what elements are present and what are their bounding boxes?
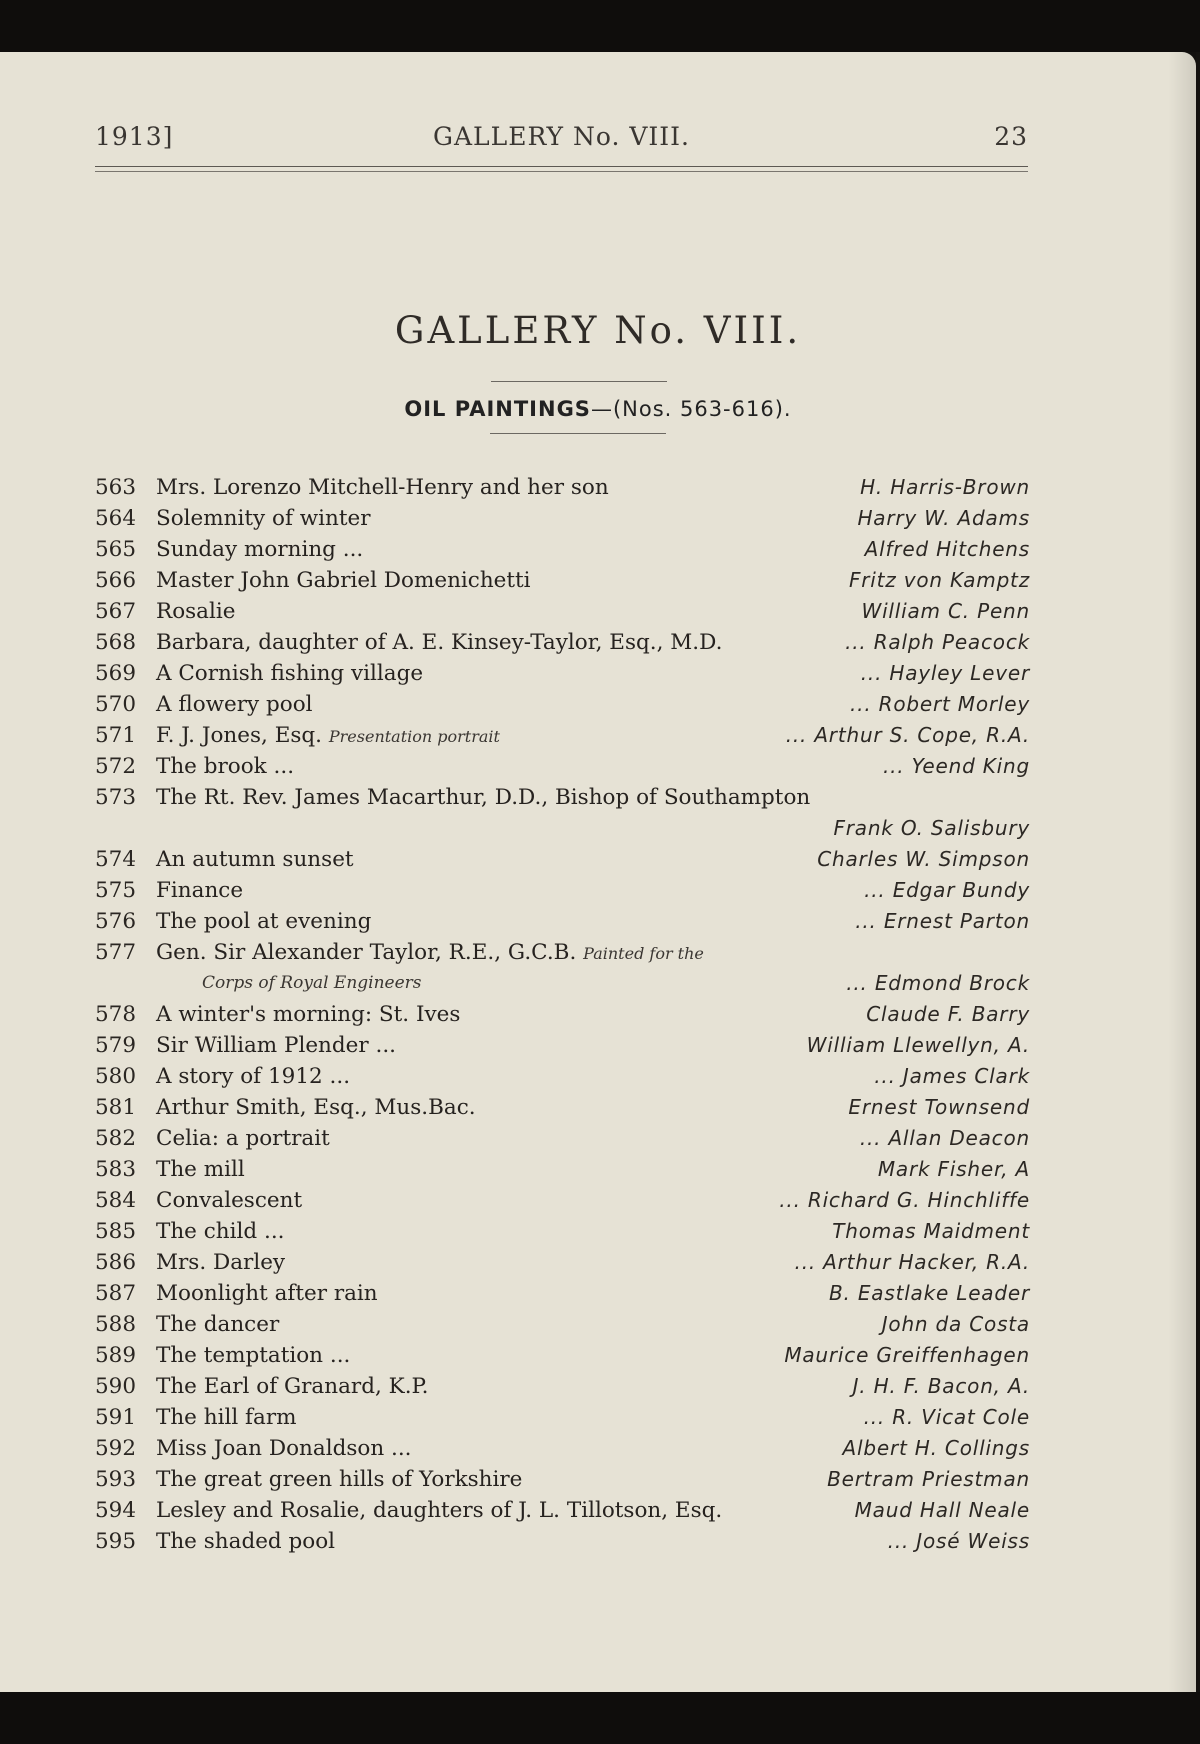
entry-artist: Thomas Maidment (832, 1219, 1030, 1243)
entry-note: Presentation portrait (328, 727, 500, 746)
catalogue-entry (0, 751, 1196, 782)
entry-number: 588 (95, 1312, 137, 1337)
entry-artist: Maud Hall Neale (854, 1498, 1030, 1522)
entry-number: 571 (95, 723, 137, 748)
entry-title (156, 1309, 279, 1340)
entry-number: 593 (95, 1467, 137, 1492)
entry-title (156, 782, 810, 813)
catalogue-entry (0, 782, 1196, 813)
entry-artist: William C. Penn (861, 599, 1030, 623)
running-head-year: 1913] (95, 122, 174, 151)
entry-number: 569 (95, 661, 137, 686)
catalogue-entry (0, 472, 1196, 503)
entry-title-text: Mrs. Darley (156, 1250, 286, 1275)
entry-number: 573 (95, 785, 137, 810)
entry-title-text: Celia: a portrait (156, 1126, 330, 1151)
entry-title-text: The Rt. Rev. James Macarthur, D.D., Bishop of Southampton (156, 785, 811, 810)
entry-title-text: The great green hills of Yorkshire (156, 1467, 523, 1492)
entry-artist: ... James Clark (874, 1064, 1030, 1088)
entry-title-text: A story of 1912 ... (156, 1064, 351, 1089)
entry-number: 595 (95, 1529, 137, 1554)
entry-title-text: Lesley and Rosalie, daughters of J. L. Tillotson, Esq. (156, 1498, 723, 1523)
section-heading-range: —(Nos. 563-616). (590, 397, 792, 421)
entry-artist: John da Costa (881, 1312, 1030, 1336)
entry-title (156, 1030, 396, 1061)
catalogue-entry (0, 627, 1196, 658)
entry-title-text: Finance (156, 878, 244, 903)
catalogue-entry (0, 1464, 1196, 1495)
catalogue-entry (0, 1495, 1196, 1526)
entry-title (156, 844, 354, 875)
entry-title (156, 1371, 428, 1402)
entry-title-text: Arthur Smith, Esq., Mus.Bac. (156, 1095, 476, 1120)
entry-title-text: The pool at evening (156, 909, 372, 934)
entry-title-text: Barbara, daughter of A. E. Kinsey-Taylor, Esq., M.D. (156, 630, 723, 655)
entry-title (156, 689, 313, 720)
entry-title (156, 1495, 722, 1526)
entry-artist: ... Arthur Hacker, R.A. (794, 1250, 1030, 1274)
entry-artist: Mark Fisher, A (877, 1157, 1030, 1181)
catalogue-entry (0, 844, 1196, 875)
entry-artist: ... R. Vicat Cole (863, 1405, 1030, 1429)
entry-number: 568 (95, 630, 137, 655)
entry-title-text: Sir William Plender ... (156, 1033, 396, 1058)
entry-title-text: The mill (156, 1157, 245, 1182)
entry-number: 564 (95, 506, 137, 531)
entry-title (156, 472, 609, 503)
entry-title (156, 1402, 297, 1433)
catalogue-entry (0, 1309, 1196, 1340)
entry-title (156, 751, 294, 782)
entry-number: 575 (95, 878, 137, 903)
entry-title (156, 937, 704, 969)
entry-number: 567 (95, 599, 137, 624)
entry-number: 577 (95, 940, 137, 965)
entry-title-text: A flowery pool (156, 692, 313, 717)
entry-title (156, 1526, 335, 1557)
entry-artist: ... Ernest Parton (855, 909, 1030, 933)
entry-title (156, 1123, 330, 1154)
entry-artist: Ernest Townsend (848, 1095, 1030, 1119)
book-edge-top (0, 0, 1200, 52)
entry-title-text: A Cornish fishing village (156, 661, 424, 686)
entry-title-text: F. J. Jones, Esq. (156, 723, 323, 748)
entry-artist: ... Arthur S. Cope, R.A. (785, 723, 1030, 747)
catalogue-entry (0, 906, 1196, 937)
catalogue-entry (0, 1123, 1196, 1154)
entry-artist: ... José Weiss (887, 1529, 1030, 1553)
entry-artist: Albert H. Collings (842, 1436, 1030, 1460)
entry-artist: J. H. F. Bacon, A. (852, 1374, 1030, 1398)
catalogue-entry (0, 1030, 1196, 1061)
catalogue-entry (0, 1061, 1196, 1092)
catalogue-entry (0, 503, 1196, 534)
entry-number: 570 (95, 692, 137, 717)
entry-artist: Frank O. Salisbury (833, 816, 1030, 840)
entry-number: 565 (95, 537, 137, 562)
entry-title-text: A winter's morning: St. Ives (156, 1002, 461, 1027)
entry-number: 589 (95, 1343, 137, 1368)
catalogue-entry (0, 1433, 1196, 1464)
entry-number: 574 (95, 847, 137, 872)
catalogue-entry (0, 1092, 1196, 1123)
entry-title (156, 1185, 302, 1216)
entry-number: 591 (95, 1405, 137, 1430)
entry-title-text: Sunday morning ... (156, 537, 364, 562)
entry-title (156, 1216, 285, 1247)
entry-number: 581 (95, 1095, 137, 1120)
entry-title (156, 534, 363, 565)
gallery-title: GALLERY No. VIII. (394, 309, 802, 352)
entry-title-text: The temptation ... (156, 1343, 351, 1368)
entry-artist: ... Robert Morley (850, 692, 1030, 716)
entry-artist: Charles W. Simpson (817, 847, 1030, 871)
entry-number: 583 (95, 1157, 137, 1182)
catalogue-entry (0, 1526, 1196, 1557)
entry-title (156, 565, 531, 596)
entry-title-text: Rosalie (156, 599, 236, 624)
entry-number: 590 (95, 1374, 137, 1399)
entry-title (156, 1247, 285, 1278)
entry-title-text: Miss Joan Donaldson ... (156, 1436, 412, 1461)
entry-number: 563 (95, 475, 137, 500)
entry-artist: ... Edmond Brock (846, 971, 1030, 995)
catalogue-entry (0, 1154, 1196, 1185)
section-heading-label: OIL PAINTINGS (404, 397, 591, 421)
entry-title-text: The shaded pool (156, 1529, 336, 1554)
entry-number: 576 (95, 909, 137, 934)
catalogue-entry (0, 1371, 1196, 1402)
entry-number: 582 (95, 1126, 137, 1151)
entry-title-text: Moonlight after rain (156, 1281, 378, 1306)
entry-number: 584 (95, 1188, 137, 1213)
entry-number: 572 (95, 754, 137, 779)
catalogue-entry (0, 1340, 1196, 1371)
entry-title (156, 1061, 350, 1092)
entry-title (156, 906, 371, 937)
entry-title-text: The hill farm (156, 1405, 297, 1430)
entry-number: 592 (95, 1436, 137, 1461)
entry-number: 579 (95, 1033, 137, 1058)
entry-artist: Fritz von Kamptz (848, 568, 1030, 592)
catalogue-entry (0, 1216, 1196, 1247)
catalogue-entry-continuation (0, 813, 1196, 844)
entry-title (156, 627, 722, 658)
catalogue-entry (0, 596, 1196, 627)
entry-artist: Harry W. Adams (857, 506, 1030, 530)
entry-number: 578 (95, 1002, 137, 1027)
entry-artist: ... Allan Deacon (859, 1126, 1030, 1150)
entry-title-text: The Earl of Granard, K.P. (156, 1374, 429, 1399)
entry-number: 594 (95, 1498, 137, 1523)
catalogue-entry (0, 565, 1196, 596)
catalogue-entry (0, 689, 1196, 720)
entry-title (156, 1340, 350, 1371)
catalogue-entry (0, 658, 1196, 689)
entry-number: 566 (95, 568, 137, 593)
entry-title-text: Solemnity of winter (156, 506, 371, 531)
entry-number: 585 (95, 1219, 137, 1244)
entry-title (156, 875, 243, 906)
catalogue-entry (0, 1247, 1196, 1278)
entry-artist: Claude F. Barry (866, 1002, 1030, 1026)
entry-title (156, 1278, 378, 1309)
entry-note: Painted for the (583, 944, 704, 963)
entry-title (156, 720, 500, 752)
entry-artist: ... Richard G. Hinchliffe (779, 1188, 1030, 1212)
entry-title (156, 999, 460, 1030)
entry-title-text: The brook ... (156, 754, 295, 779)
entry-title-text: The dancer (156, 1312, 280, 1337)
entry-artist: ... Hayley Lever (860, 661, 1030, 685)
catalogue-entry (0, 937, 1196, 968)
catalogue-list (0, 52, 1196, 1692)
entry-title-text: Mrs. Lorenzo Mitchell-Henry and her son (156, 475, 609, 500)
catalogue-entry (0, 1402, 1196, 1433)
entry-artist: ... Yeend King (882, 754, 1030, 778)
entry-title (156, 1154, 245, 1185)
entry-title-text: Gen. Sir Alexander Taylor, R.E., G.C.B. (156, 940, 577, 965)
catalogue-entry (0, 1278, 1196, 1309)
entry-artist: B. Eastlake Leader (829, 1281, 1030, 1305)
entry-artist: Maurice Greiffenhagen (784, 1343, 1030, 1367)
catalogue-entry (0, 999, 1196, 1030)
page-number: 23 (994, 122, 1028, 151)
entry-title (156, 1092, 476, 1123)
running-head-title: GALLERY No. VIII. (433, 122, 690, 151)
book-edge-bottom (0, 1692, 1200, 1744)
catalogue-entry (0, 875, 1196, 906)
entry-title (156, 1433, 412, 1464)
entry-artist: H. Harris-Brown (860, 475, 1030, 499)
entry-artist: Bertram Priestman (827, 1467, 1030, 1491)
entry-artist: ... Edgar Bundy (864, 878, 1030, 902)
catalogue-entry (0, 720, 1196, 751)
catalogue-entry-continuation (0, 968, 1196, 999)
entry-title (156, 503, 371, 534)
catalogue-page (0, 52, 1196, 1692)
catalogue-entry (0, 534, 1196, 565)
entry-number: 587 (95, 1281, 137, 1306)
catalogue-entry (0, 1185, 1196, 1216)
entry-title-text: An autumn sunset (156, 847, 354, 872)
entry-title (156, 1464, 522, 1495)
entry-title (156, 596, 235, 627)
entry-number: 586 (95, 1250, 137, 1275)
entry-artist: ... Ralph Peacock (845, 630, 1030, 654)
entry-title-text: Convalescent (156, 1188, 303, 1213)
entry-number: 580 (95, 1064, 137, 1089)
entry-title-text: Master John Gabriel Domenichetti (156, 568, 531, 593)
entry-note-continued: Corps of Royal Engineers (202, 973, 422, 993)
entry-artist: William Llewellyn, A. (806, 1033, 1030, 1057)
entry-title (156, 658, 423, 689)
entry-title-text: The child ... (156, 1219, 285, 1244)
entry-artist: Alfred Hitchens (864, 537, 1030, 561)
